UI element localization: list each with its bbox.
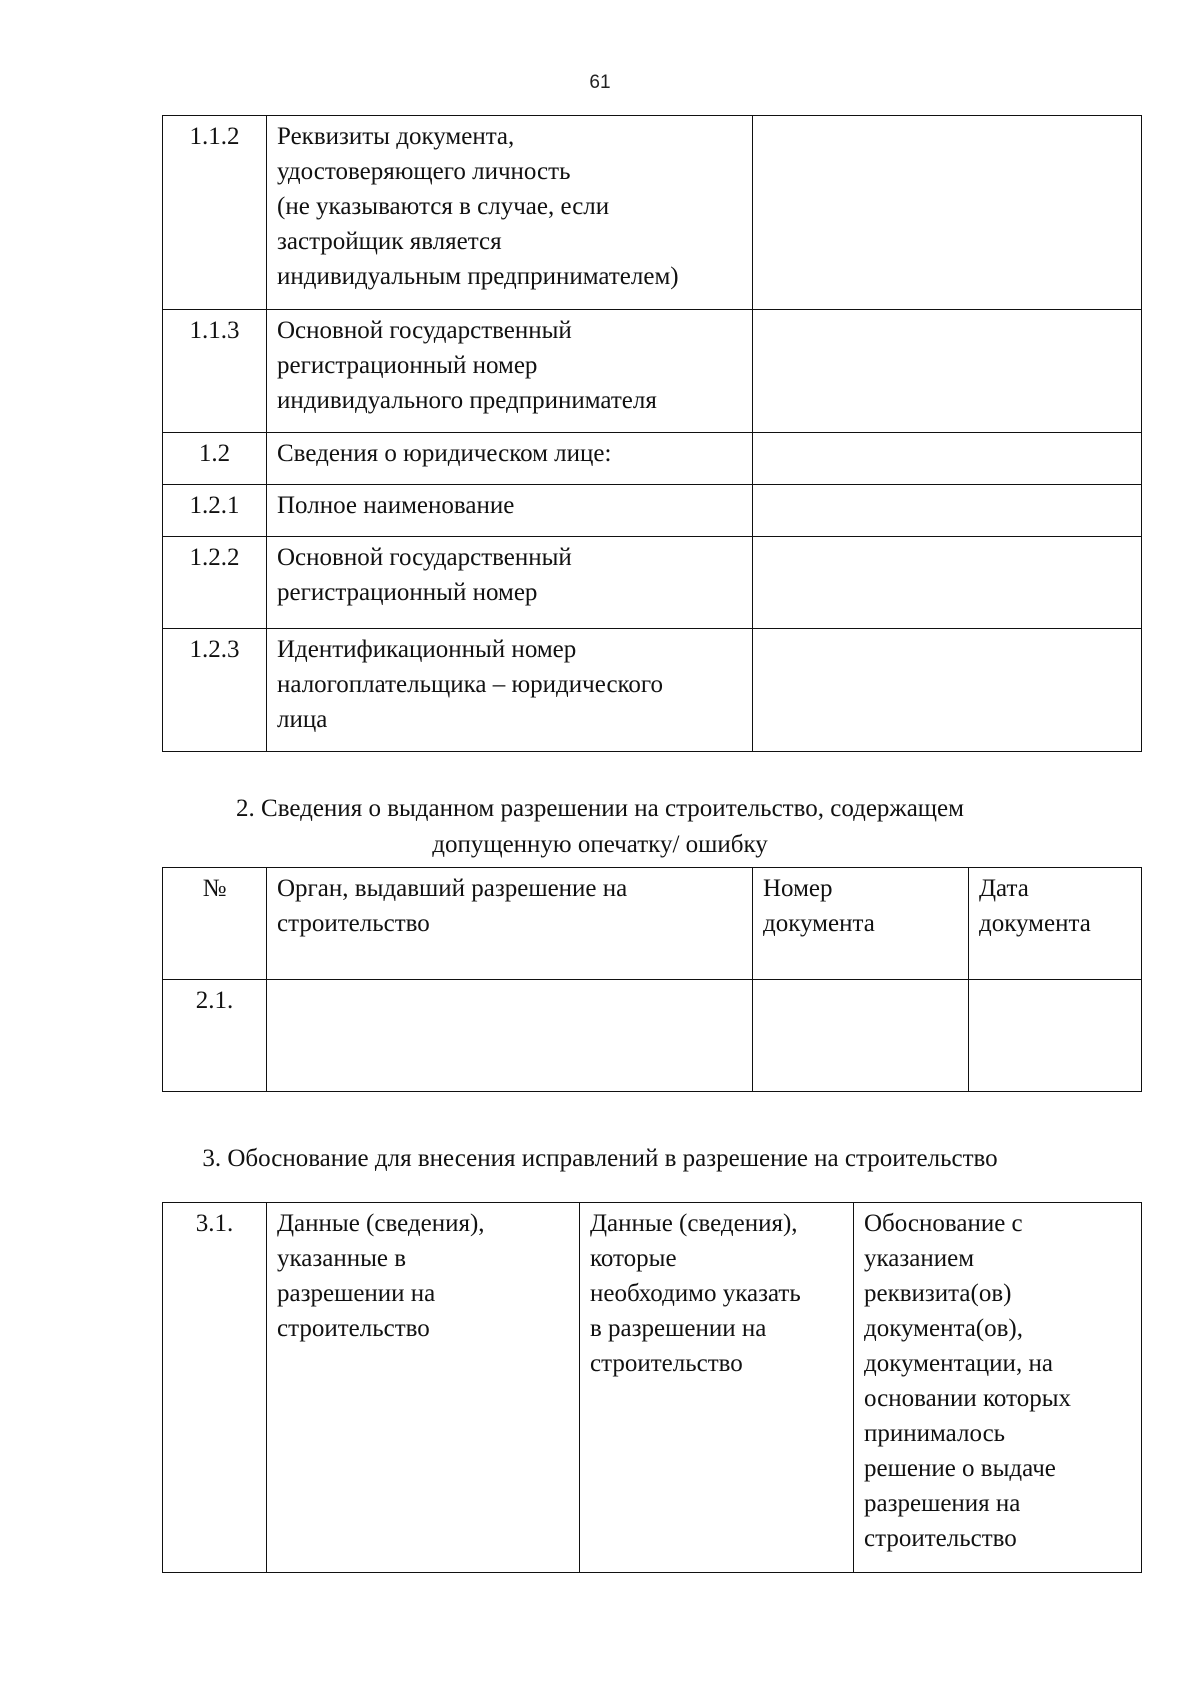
row-value-field[interactable]	[753, 310, 1142, 433]
column-header-organ: Орган, выдавший разрешение на строительство	[267, 868, 753, 980]
row-number: 1.2.3	[163, 629, 267, 752]
row-number: 3.1.	[163, 1203, 267, 1573]
table-row	[163, 537, 1142, 629]
table-row	[163, 629, 1142, 752]
doc-number-field[interactable]	[753, 980, 969, 1092]
permit-details-table	[162, 867, 1142, 1092]
justification-cell: Обоснование с указанием реквизита(ов) документа(ов), документации, на основании которых принималось решение о выдаче разрешения на строительство	[854, 1203, 1142, 1573]
column-header-doc-number: Номер документа	[753, 868, 969, 980]
row-number: 2.1.	[163, 980, 267, 1092]
row-label: Основной государственный регистрационный номер индивидуального предпринимателя	[267, 310, 753, 433]
table-row	[163, 485, 1142, 537]
row-label: Основной государственный регистрационный номер	[267, 537, 753, 629]
table-row	[163, 433, 1142, 485]
row-number: 1.2.2	[163, 537, 267, 629]
row-label: Реквизиты документа, удостоверяющего личность (не указываются в случае, если застройщик является индивидуальным предпринимателем)	[267, 116, 753, 310]
row-label: Идентификационный номер налогоплательщика – юридического лица	[267, 629, 753, 752]
row-value-field[interactable]	[753, 537, 1142, 629]
current-data-cell: Данные (сведения), указанные в разрешении на строительство	[267, 1203, 580, 1573]
row-number: 1.1.3	[163, 310, 267, 433]
section-3-heading: 3. Обоснование для внесения исправлений в разрешение на строительство	[202, 1145, 998, 1172]
table-row	[163, 1203, 1142, 1573]
table-header-row	[163, 868, 1142, 980]
row-label: Полное наименование	[267, 485, 753, 537]
applicant-details-table	[162, 115, 1142, 752]
page-number: 61	[589, 72, 611, 93]
table-row	[163, 980, 1142, 1092]
organ-field[interactable]	[267, 980, 753, 1092]
column-header-number: №	[163, 868, 267, 980]
column-header-doc-date: Дата документа	[969, 868, 1142, 980]
correction-grounds-table	[162, 1202, 1142, 1573]
row-value-field[interactable]	[753, 433, 1142, 485]
row-value-field[interactable]	[753, 116, 1142, 310]
doc-date-field[interactable]	[969, 980, 1142, 1092]
row-value-field[interactable]	[753, 485, 1142, 537]
section-2-heading: 2. Сведения о выданном разрешении на строительство, содержащем допущенную опечатку/ ошибку	[236, 795, 964, 858]
table-row	[163, 310, 1142, 433]
row-label: Сведения о юридическом лице:	[267, 433, 753, 485]
row-value-field[interactable]	[753, 629, 1142, 752]
row-number: 1.2	[163, 433, 267, 485]
new-data-cell: Данные (сведения), которые необходимо указать в разрешении на строительство	[580, 1203, 854, 1573]
table-row	[163, 116, 1142, 310]
row-number: 1.2.1	[163, 485, 267, 537]
row-number: 1.1.2	[163, 116, 267, 310]
